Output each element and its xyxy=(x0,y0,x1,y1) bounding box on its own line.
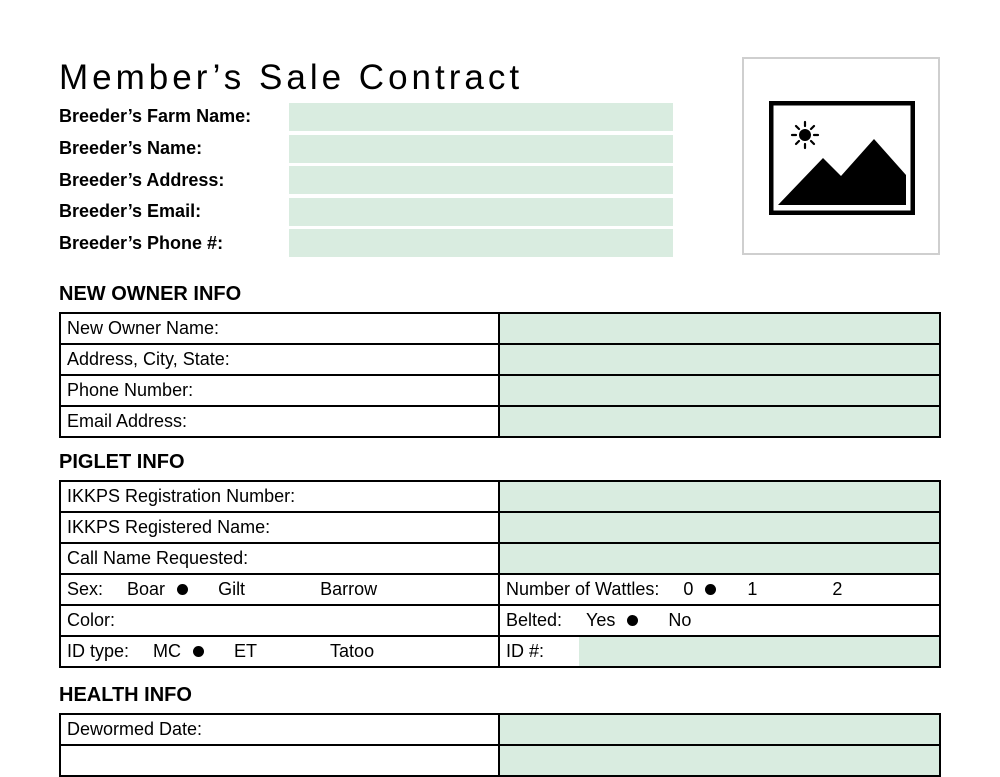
email-address-field[interactable] xyxy=(500,407,939,436)
radio-dot-icon xyxy=(769,584,780,595)
breeder-address-label: Breeder’s Address: xyxy=(59,170,225,190)
breeder-phone-label: Breeder’s Phone #: xyxy=(59,233,224,253)
breeder-phone-field[interactable] xyxy=(289,229,673,257)
radio-dot-icon xyxy=(703,615,714,626)
sex-cell xyxy=(60,574,499,605)
breeder-name-field[interactable] xyxy=(289,135,673,163)
piglet-table xyxy=(59,480,941,668)
sex-option-boar[interactable] xyxy=(127,579,188,600)
belted-option-yes[interactable] xyxy=(586,610,638,631)
dewormed-date-label: Dewormed Date: xyxy=(60,714,499,745)
radio-dot-icon xyxy=(854,584,865,595)
sex-option-barrow[interactable] xyxy=(320,579,400,600)
new-owner-name-label: New Owner Name: xyxy=(60,313,499,344)
radio-dot-icon xyxy=(257,584,268,595)
dewormed-date-cell xyxy=(499,714,940,745)
registered-name-field[interactable] xyxy=(500,513,939,542)
sex-label: Sex: xyxy=(67,579,104,599)
id-number-label: ID #: xyxy=(506,641,545,661)
table-row xyxy=(60,375,940,406)
table-row xyxy=(60,714,940,745)
registration-number-field[interactable] xyxy=(500,482,939,511)
registered-name-label: IKKPS Registered Name: xyxy=(60,512,499,543)
table-row xyxy=(60,543,940,574)
phone-number-field[interactable] xyxy=(500,376,939,405)
sex-option-label: Gilt xyxy=(218,579,246,599)
phone-number-cell xyxy=(499,375,940,406)
breeder-address-field[interactable] xyxy=(289,166,673,194)
breeder-name-label: Breeder’s Name: xyxy=(59,138,203,158)
id-type-option-label: Tatoo xyxy=(330,641,375,661)
registration-number-cell xyxy=(499,481,940,512)
call-name-field[interactable] xyxy=(500,544,939,573)
page-title: Member’s Sale Contract xyxy=(59,58,524,97)
wattles-cell xyxy=(499,574,940,605)
registration-number-label: IKKPS Registration Number: xyxy=(60,481,499,512)
breeder-farm-name-label: Breeder’s Farm Name: xyxy=(59,106,252,126)
id-type-option-mc[interactable] xyxy=(153,641,204,662)
id-type-label: ID type: xyxy=(67,641,130,661)
health-heading: HEALTH INFO xyxy=(59,684,192,706)
table-row xyxy=(60,636,940,667)
breeder-email-label: Breeder’s Email: xyxy=(59,201,202,221)
radio-dot-icon xyxy=(389,584,400,595)
id-number-field[interactable] xyxy=(579,637,939,666)
id-type-option-et[interactable] xyxy=(234,641,280,662)
radio-dot-icon xyxy=(627,615,638,626)
table-row xyxy=(60,344,940,375)
table-row xyxy=(60,313,940,344)
sex-option-label: Boar xyxy=(127,579,166,599)
breeder-farm-name-field[interactable] xyxy=(289,103,673,131)
radio-dot-icon xyxy=(705,584,716,595)
table-row xyxy=(60,605,940,636)
belted-option-label: No xyxy=(668,610,692,630)
address-label: Address, City, State: xyxy=(60,344,499,375)
piglet-heading: PIGLET INFO xyxy=(59,451,185,473)
table-row xyxy=(60,512,940,543)
health-table xyxy=(59,713,941,777)
photo-upload-box[interactable] xyxy=(742,57,940,255)
registered-name-cell xyxy=(499,512,940,543)
new-owner-table xyxy=(59,312,941,438)
wattles-option-label: 0 xyxy=(683,579,694,599)
wattles-option-label: 2 xyxy=(832,579,843,599)
radio-dot-icon xyxy=(193,646,204,657)
call-name-cell xyxy=(499,543,940,574)
belted-option-label: Yes xyxy=(586,610,616,630)
radio-dot-icon xyxy=(386,646,397,657)
belted-option-no[interactable] xyxy=(668,610,714,631)
sex-option-label: Barrow xyxy=(320,579,378,599)
radio-dot-icon xyxy=(177,584,188,595)
address-cell xyxy=(499,344,940,375)
id-type-option-tatoo[interactable] xyxy=(330,641,397,662)
radio-dot-icon xyxy=(269,646,280,657)
address-field[interactable] xyxy=(500,345,939,374)
phone-number-label: Phone Number: xyxy=(60,375,499,406)
breeder-email-field[interactable] xyxy=(289,198,673,226)
wattles-option-1[interactable] xyxy=(747,579,780,600)
table-row xyxy=(60,481,940,512)
color-cell[interactable] xyxy=(60,605,499,636)
new-owner-heading: NEW OWNER INFO xyxy=(59,283,242,305)
id-type-option-label: MC xyxy=(153,641,182,661)
belted-cell xyxy=(499,605,940,636)
wattles-option-label: 1 xyxy=(747,579,758,599)
email-address-cell xyxy=(499,406,940,437)
table-row xyxy=(60,406,940,437)
dewormed-date-field[interactable] xyxy=(500,715,939,744)
wattles-label: Number of Wattles: xyxy=(506,579,660,599)
wattles-option-0[interactable] xyxy=(683,579,716,600)
id-type-option-label: ET xyxy=(234,641,258,661)
email-address-label: Email Address: xyxy=(60,406,499,437)
sex-option-gilt[interactable] xyxy=(218,579,268,600)
image-placeholder-icon xyxy=(769,101,915,215)
wattles-option-2[interactable] xyxy=(832,579,865,600)
id-number-cell xyxy=(499,636,940,667)
new-owner-name-field[interactable] xyxy=(500,314,939,343)
table-row xyxy=(60,574,940,605)
id-number-fill xyxy=(579,637,939,666)
belted-label: Belted: xyxy=(506,610,563,630)
new-owner-name-cell xyxy=(499,313,940,344)
call-name-label: Call Name Requested: xyxy=(60,543,499,574)
id-type-cell xyxy=(60,636,499,667)
color-label: Color: xyxy=(67,610,116,630)
